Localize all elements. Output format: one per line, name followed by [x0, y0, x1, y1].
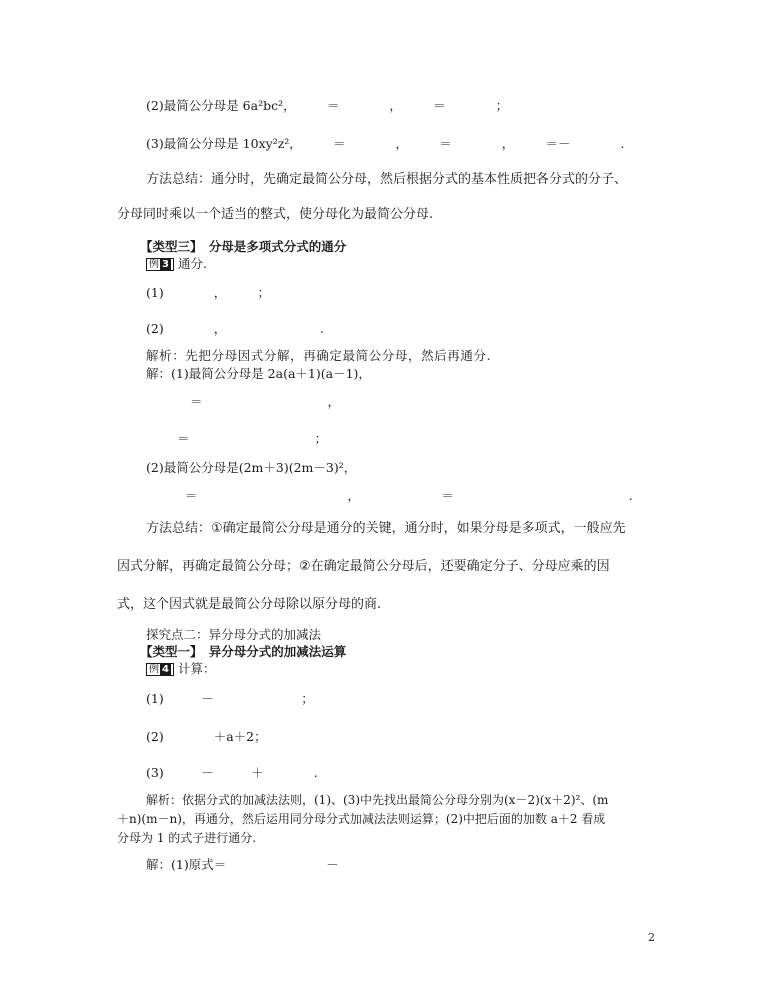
solution-3-line-1: 解：(1)最简公分母是 2a(a＋1)(a－1)， — [146, 366, 371, 381]
solution-3-line-3: ＝ ； — [177, 431, 328, 446]
type-three-heading: 【类型三】 分母是多项式分式的通分 — [140, 239, 347, 254]
example-4-item-1: (1) － ； — [146, 691, 314, 706]
analysis-4-line-3: 分母为 1 的式子进行通分. — [117, 831, 257, 845]
analysis-4-line-1: 解析：依据分式的加减法法则，(1)、(3)中先找出最简公分母分别为(x－2)(x＋2)²、(m — [146, 793, 609, 807]
analysis-4-line-2: ＋n)(m－n)，再通分，然后运用同分母分式加减法法则运算；(2)中把后面的加数 a＋2 看成 — [117, 812, 606, 826]
example-3-item-2: (2) ， . — [146, 321, 324, 336]
solution-4-line-1: 解：(1)原式＝ － — [146, 857, 339, 872]
solution-3-line-4: (2)最简公分母是(2m＋3)(2m－3)²， — [146, 460, 357, 475]
line-2-lcd: (2)最简公分母是 6a²bc²， ＝ ， ＝ ； — [146, 98, 509, 113]
example-4-badge: 例 4 — [146, 663, 174, 676]
solution-3-line-2: ＝ ， — [190, 394, 341, 409]
method-summary-2c: 式，这个因式就是最简公分母除以原分母的商. — [117, 597, 382, 612]
page-number: 2 — [648, 931, 655, 944]
example-3-prompt: 例 3 通分. — [146, 256, 207, 272]
example-4-item-2: (2) ＋a＋2； — [146, 729, 267, 744]
exploration-point-two: 探究点二：异分母分式的加减法 — [146, 627, 322, 642]
analysis-3: 解析：先把分母因式分解，再确定最简公分母，然后再通分. — [146, 348, 492, 363]
example-3-badge: 例 3 — [146, 258, 174, 271]
solution-3-line-5: ＝ ， ＝ . — [185, 488, 633, 503]
method-summary-1a: 方法总结：通分时，先确定最简公分母，然后根据分式的基本性质把各分式的分子、 — [146, 172, 628, 187]
type-one-heading: 【类型一】 异分母分式的加减法运算 — [140, 644, 347, 659]
method-summary-2b: 因式分解，再确定最简公分母；②在确定最简公分母后，还要确定分子、分母应乘的因 — [117, 559, 610, 574]
line-3-lcd: (3)最简公分母是 10xy²z²， ＝ ， ＝ ， ＝－ . — [146, 136, 625, 151]
method-summary-2a: 方法总结：①确定最简公分母是通分的关键，通分时，如果分母是多项式，一般应先 — [146, 521, 626, 536]
example-4-item-3: (3) － ＋ . — [146, 765, 318, 780]
example-3-item-1: (1) ， ； — [146, 285, 270, 300]
example-4-prompt: 例 4 计算： — [146, 661, 215, 677]
method-summary-1b: 分母同时乘以一个适当的整式，使分母化为最简公分母. — [117, 207, 434, 222]
